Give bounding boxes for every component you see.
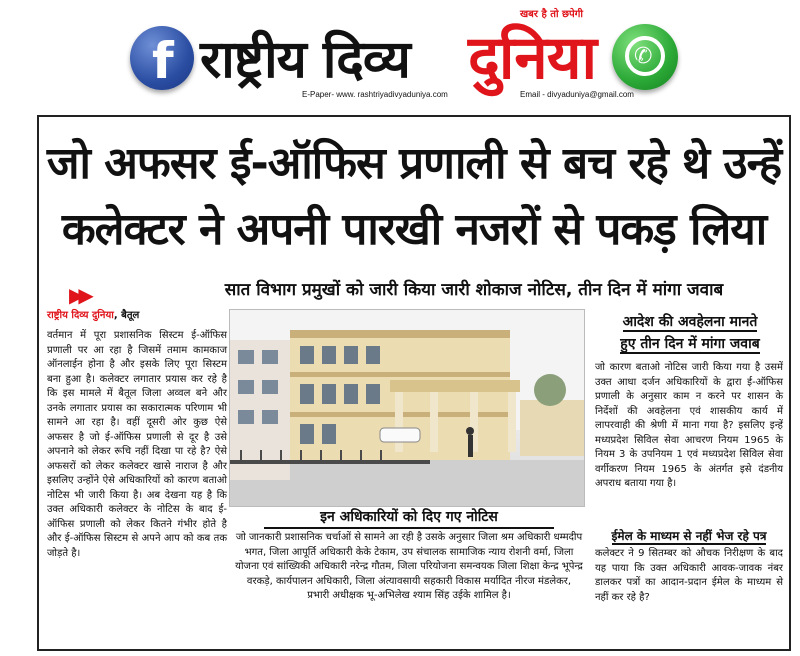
building-photo — [229, 309, 585, 507]
email-link[interactable]: Email - divyaduniya@gmail.com — [520, 90, 634, 99]
masthead-tagline: खबर है तो छपेगी — [520, 9, 583, 20]
email-heading — [593, 527, 785, 544]
email-heading-text: ईमेल के माध्यम से नहीं भेज रहे पत्र — [611, 529, 767, 543]
right-heading-line-2: हुए तीन दिन में मांगा जवाब — [620, 336, 760, 352]
right-column-text-2: कलेक्टर ने 9 सितम्बर को औचक निरीक्षण के बाद यह पाया कि उक्त अधिकारी आवक-जावक नंबर डालकर पत्रों का आदान-प्रदान ईमेल के माध्यम से नहीं कर रहे है? — [595, 548, 783, 603]
byline — [47, 307, 139, 321]
masthead — [0, 0, 800, 108]
masthead-title: राष्ट्रीय दिव्य — [200, 30, 410, 90]
byline-place: , बैतूल — [113, 310, 140, 321]
right-heading-line-1: आदेश की अवहेलना मानते — [622, 314, 758, 330]
middle-column-text: जो जानकारी प्रशासनिक चर्चाओं से सामने आ रही है उसके अनुसार जिला श्रम अधिकारी धम्मदीप भगत, जिला आपूर्ति अधिकारी केके टेकाम, उप संचालक सामाजिक न्याय रोशनी वर्मा, जिला योजना एवं सांख्यिकी अधिकारी नरेन्द्र गौतम, जिला परियोजना समन्वयक जिला शिक्षा केन्द्र भूपेन्द्र वरकड़े, कार्यपालन अधिकारी, जिला अंत्यावसायी सहकारी विकास मर्यादित नीरज मंडलेकर, प्रभारी अधीक्षक भू-अभिलेख श्याम सिंह उईके शामिल है। — [235, 532, 583, 601]
headline-line-1: जो अफसर ई-ऑफिस प्रणाली से बच रहे थे उन्हें — [46, 138, 782, 189]
subheadline: सात विभाग प्रमुखों को जारी किया जारी शोकाज नोटिस, तीन दिन में मांगा जवाब — [224, 280, 724, 300]
left-column-text: वर्तमान में पूरा प्रशासनिक सिस्टम ई-ऑफिस प्रणाली पर आ रहा है जिसमें तमाम कामकाज ऑनलाईन होना है और इसके लिए पूरा सिस्टम बना हुआ है। कलेक्टर लगातार प्रयास कर रहे है कि इस मामले में बैतूल जिला अव्वल बने और उनके लगातार प्रयास का सकारात्मक परिणाम भी सामने आ रहा है। वहीं दूसरी ओर कुछ ऐसे अफसर है जो ई-ऑफिस प्रणाली से दूर है उसे अपनाने को लेकर रूचि नहीं दिखा पा रहे है? ऐसे अफसरों को लेकर कलेक्टर खासे नाराज है और इसलिए उन्होंने ऐसे अधिकारियों को कारण बताओ नोटिस भी जारी किया है। अब देखना यह है कि उक्त अधिकारी कलेक्टर के नोटिस के बाद ई-ऑफिस प्रणाली को लेकर कितने गंभीर होते है और ई-ऑफिस सिस्टम से अपने आप को कब तक जोड़ते है। — [47, 330, 227, 559]
building-illustration — [230, 310, 585, 507]
whatsapp-icon[interactable]: ✆ — [612, 24, 678, 90]
facebook-icon[interactable]: f — [130, 26, 194, 90]
headline-line-2: कलेक्टर ने अपनी पारखी नजरों से पकड़ लिया — [61, 204, 767, 255]
right-heading — [599, 311, 781, 355]
epaper-link[interactable]: E-Paper- www. rashtriyadivyaduniya.com — [302, 90, 448, 99]
right-column-text: जो कारण बताओ नोटिस जारी किया गया है उसमें उक्त आधा दर्जन अधिकारियों के द्वारा ई-ऑफिस प्रणाली के अनुसार काम न करने पर शासन के निर्देशों की अवहेलना एवं शासकीय कार्य में लापरवाही की श्रेणी में माना गया है? इसलिए इन्हें मध्यप्रदेश सिविल सेवा आचरण नियम 1965 के नियम 3 के उपनियम 1 एवं मध्यप्रदेश सिविल सेवा वर्गीकरण नियम 1965 के अंतर्गत इसे दंडनीय अपराध बताया गया है। — [595, 362, 783, 489]
double-arrow-icon: ▶▶ — [69, 283, 88, 307]
masthead-title-accent: दुनिया — [468, 23, 597, 93]
byline-source: राष्ट्रीय दिव्य दुनिया — [47, 310, 114, 321]
headline — [39, 131, 789, 263]
notice-list-heading: इन अधिकारियों को दिए गए नोटिस — [264, 507, 554, 529]
article-frame — [37, 115, 791, 651]
